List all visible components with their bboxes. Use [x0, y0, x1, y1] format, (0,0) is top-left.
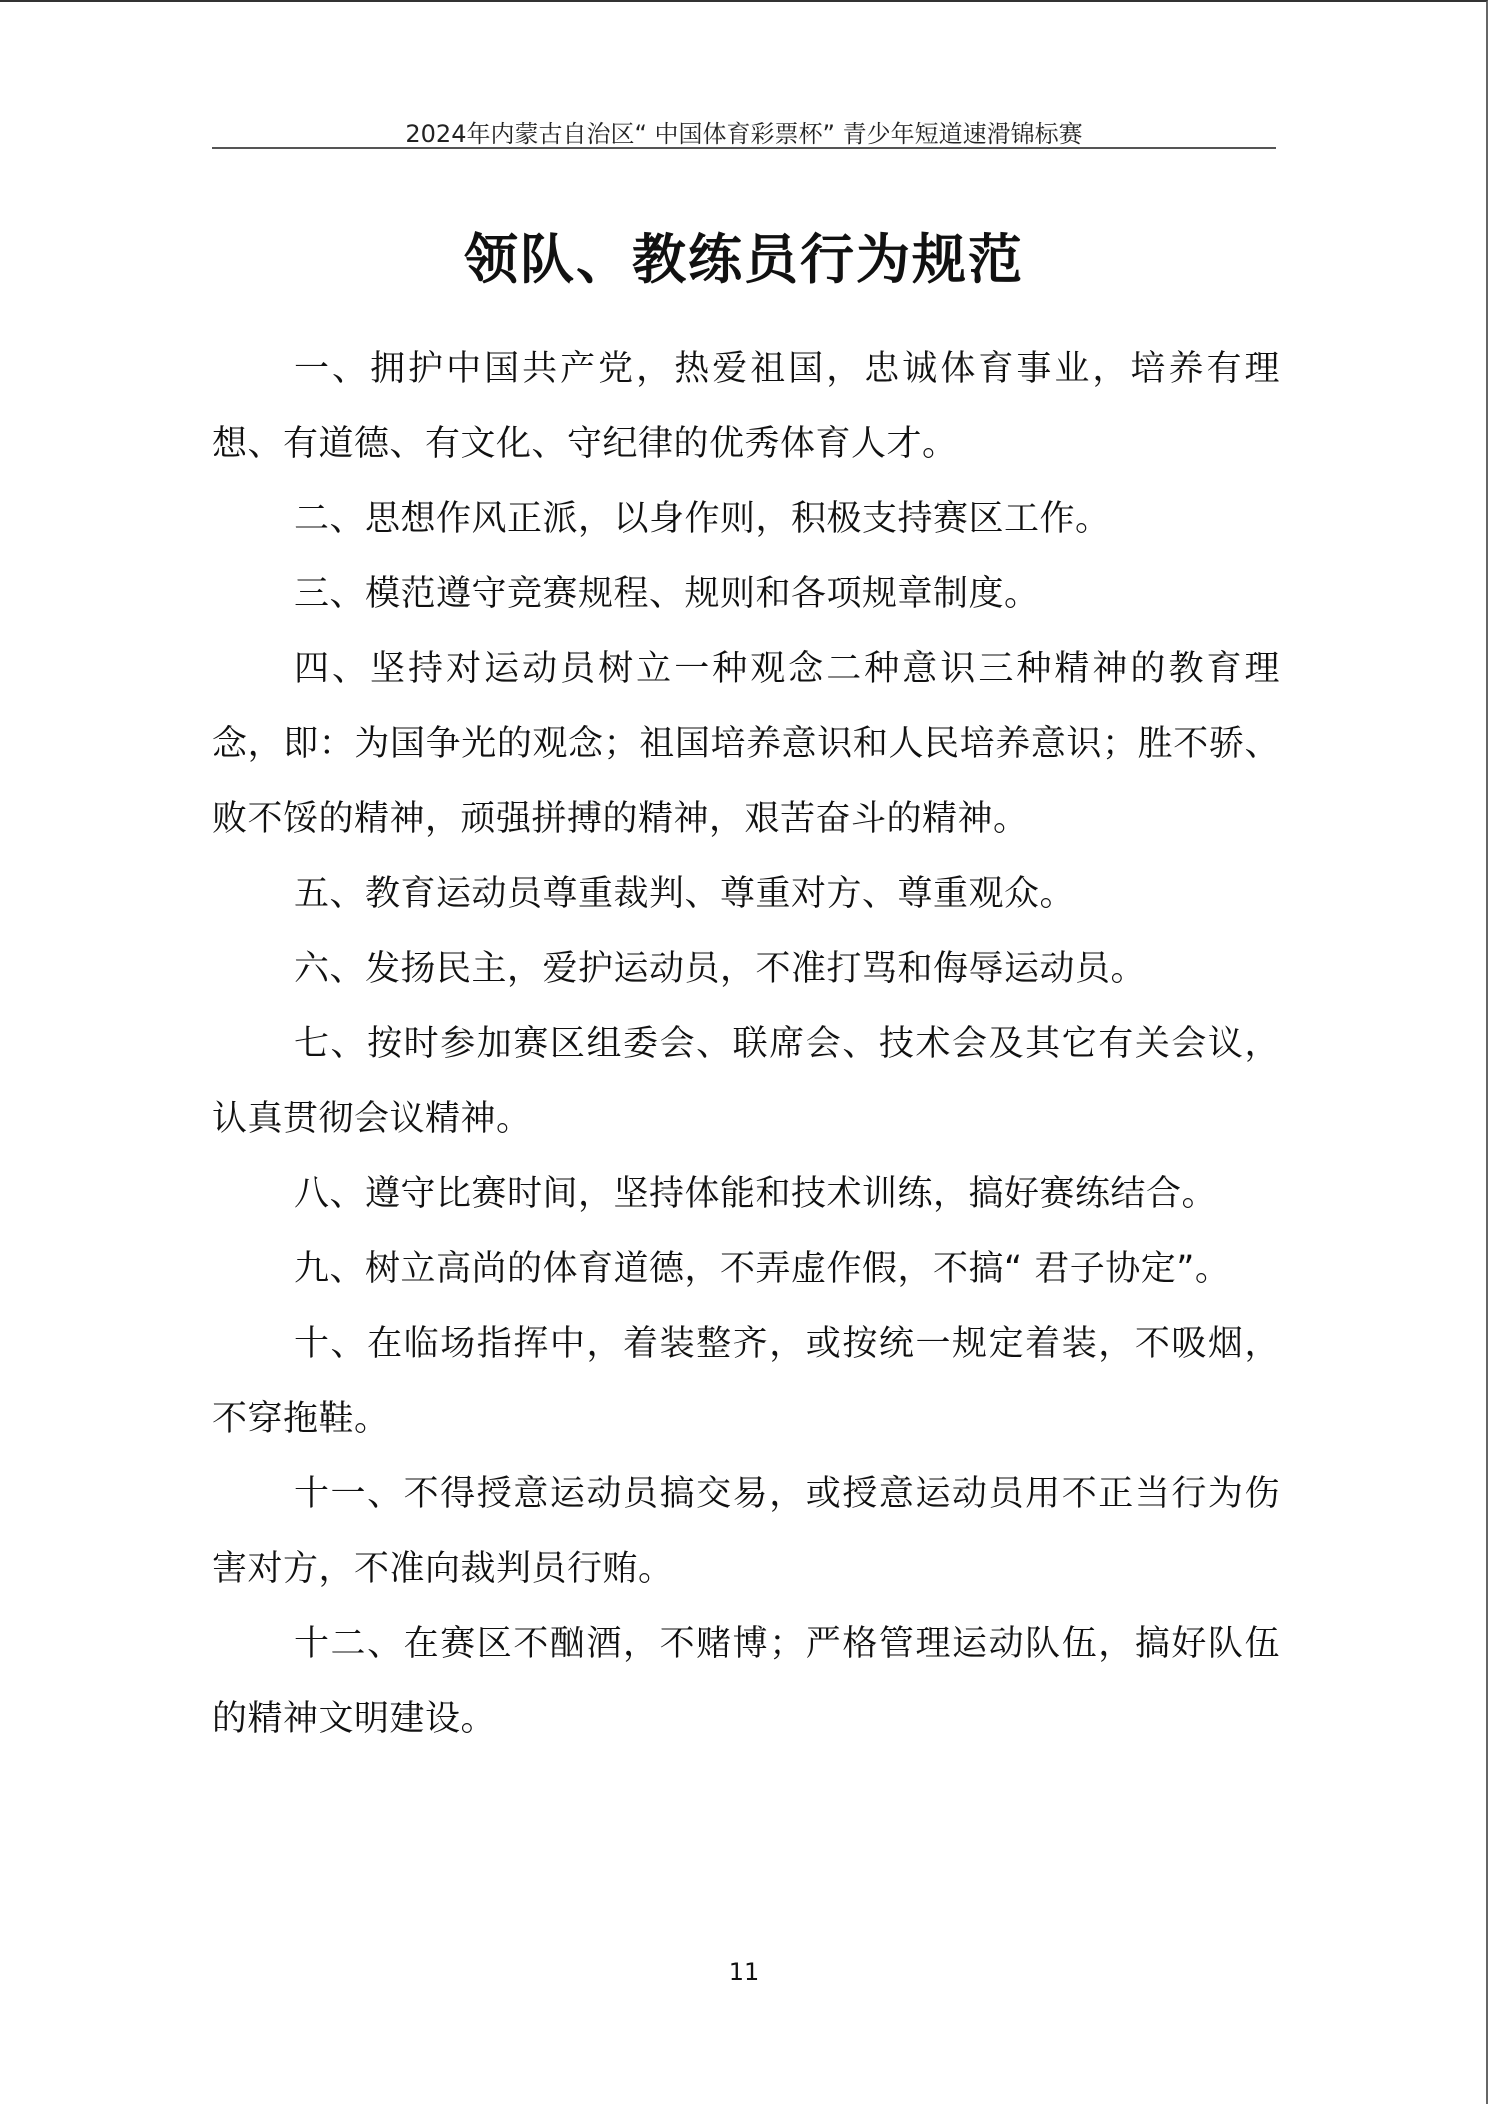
rule-paragraph-5: 五、教育运动员尊重裁判、尊重对方、尊重观众。 — [294, 874, 1076, 914]
rule-paragraph-8: 八、遵守比赛时间，坚持体能和技术训练，搞好赛练结合。 — [294, 1174, 1218, 1214]
rule-paragraph-1: 一、拥护中国共产党，热爱祖国，忠诚体育事业，培养有理想、有道德、有文化、守纪律的优秀体育人才。 — [212, 349, 1280, 464]
rule-paragraph-10: 十、在临场指挥中，着装整齐，或按统一规定着装，不吸烟，不穿拖鞋。 — [212, 1324, 1280, 1439]
page-title: 领队、教练员行为规范 — [464, 228, 1024, 291]
rule-paragraph-4: 四、坚持对运动员树立一种观念二种意识三种精神的教育理念，即：为国争光的观念；祖国培养意识和人民培养意识；胜不骄、败不馁的精神，顽强拼搏的精神，艰苦奋斗的精神。 — [212, 649, 1280, 839]
document-body — [212, 332, 1280, 1757]
rule-paragraph-11: 十一、不得授意运动员搞交易，或授意运动员用不正当行为伤害对方，不准向裁判员行贿。 — [212, 1474, 1280, 1589]
rule-paragraph-7: 七、按时参加赛区组委会、联席会、技术会及其它有关会议，认真贯彻会议精神。 — [212, 1024, 1280, 1139]
header-divider — [212, 147, 1276, 149]
rule-paragraph-12: 十二、在赛区不酗酒，不赌博；严格管理运动队伍，搞好队伍的精神文明建设。 — [212, 1624, 1280, 1739]
rule-paragraph-2: 二、思想作风正派，以身作则，积极支持赛区工作。 — [294, 499, 1111, 539]
running-header: 2024年内蒙古自治区“ 中国体育彩票杯” 青少年短道速滑锦标赛 — [405, 120, 1083, 148]
page-number: 11 — [728, 1958, 760, 1986]
rule-paragraph-3: 三、模范遵守竞赛规程、规则和各项规章制度。 — [294, 574, 1040, 614]
rule-paragraph-9: 九、树立高尚的体育道德，不弄虚作假，不搞“ 君子协定”。 — [294, 1249, 1231, 1289]
rule-paragraph-6: 六、发扬民主，爱护运动员，不准打骂和侮辱运动员。 — [294, 949, 1147, 989]
